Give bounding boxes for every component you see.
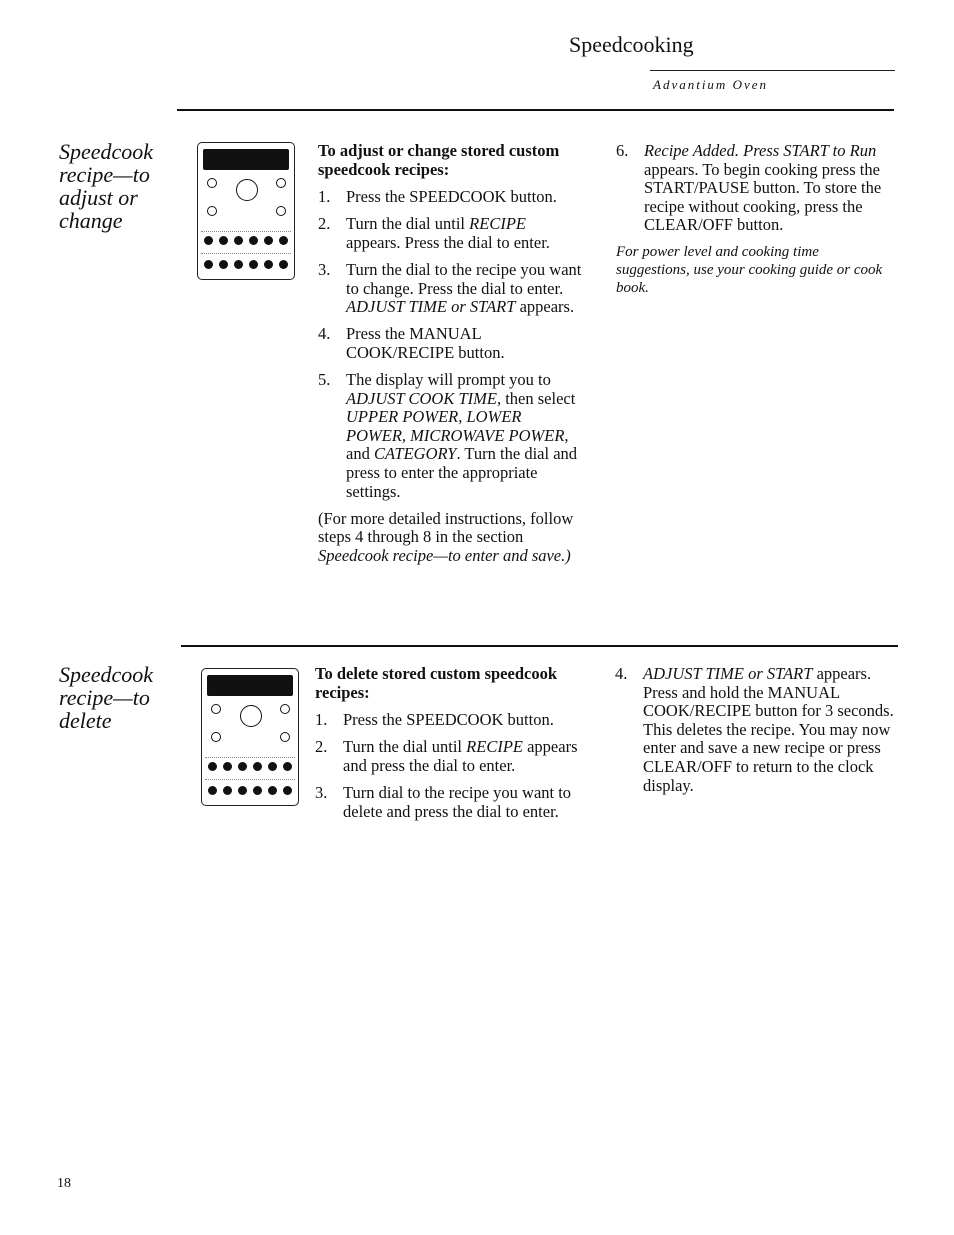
panel-label-line (205, 757, 295, 758)
panel-label-line (201, 231, 291, 232)
control-panel-illustration (201, 668, 299, 806)
adjust-step: 5. The display will prompt you to ADJUST COOK TIME, then select UPPER POWER, LOWER POWER, MICROWAVE POWER, and CATEGORY. Turn the dial and press to enter the appropriate settings. (318, 369, 578, 501)
section-divider-middle (181, 645, 898, 647)
adjust-instructions (318, 142, 584, 565)
panel-small-button (211, 704, 221, 714)
adjust-instructions-continued (616, 142, 896, 297)
control-panel-illustration (197, 142, 295, 280)
section-divider-top (177, 109, 894, 111)
page-header-subtitle: Advantium Oven (653, 77, 769, 92)
adjust-step: 2. Turn the dial until RECIPE appears. Press the dial to enter. (318, 214, 550, 252)
panel-button-row (204, 260, 288, 269)
panel-small-button (280, 704, 290, 714)
panel-label-line (201, 253, 291, 254)
panel-small-button (276, 206, 286, 216)
delete-step: 2. Turn the dial until RECIPE appears and press the dial to enter. (315, 737, 578, 775)
delete-step: 1. Press the SPEEDCOOK button. (315, 710, 554, 730)
panel-dial-icon (236, 179, 258, 201)
panel-small-button (211, 732, 221, 742)
panel-small-button (207, 206, 217, 216)
panel-small-button (276, 178, 286, 188)
panel-dial-icon (240, 705, 262, 727)
adjust-reference-note: (For more detailed instructions, follow steps 4 through 8 in the section Speedcook recipe—to enter and save.) (318, 508, 574, 565)
adjust-step: 6. Recipe Added. Press START to Run appears. To begin cooking press the START/PAUSE button. To store the recipe without cooking, press the CLEAR/OFF button. (616, 141, 882, 235)
page-header-title: Speedcooking (569, 32, 694, 57)
panel-small-button (207, 178, 217, 188)
panel-display (207, 675, 293, 696)
panel-button-row (208, 762, 292, 771)
page-number: 18 (57, 1176, 71, 1191)
panel-display (203, 149, 289, 170)
panel-button-row (208, 786, 292, 795)
delete-instructions (315, 665, 587, 830)
section-title-delete: Speedcook recipe—to delete (59, 662, 154, 733)
delete-step: 3. Turn dial to the recipe you want to delete and press the dial to enter. (315, 782, 572, 821)
section-title-adjust: Speedcook recipe—to adjust or change (59, 139, 154, 233)
header-divider (650, 70, 895, 71)
panel-button-row (204, 236, 288, 245)
delete-intro: To delete stored custom speedcook recipes: (315, 664, 557, 702)
delete-instructions-continued (615, 665, 895, 804)
panel-small-button (280, 732, 290, 742)
adjust-intro: To adjust or change stored custom speedcook recipes: (318, 141, 560, 179)
adjust-step: 3. Turn the dial to the recipe you want to change. Press the dial to enter. ADJUST TIME or START appears. (318, 259, 582, 317)
cooking-guide-note: For power level and cooking time suggestions, use your cooking guide or cook book. (616, 244, 883, 297)
adjust-step: 1. Press the SPEEDCOOK button. (318, 187, 557, 207)
panel-label-line (205, 779, 295, 780)
adjust-step: 4. Press the MANUAL COOK/RECIPE button. (318, 324, 505, 362)
delete-step: 4. ADJUST TIME or START appears. Press and hold the MANUAL COOK/RECIPE button for 3 seconds. This deletes the recipe. You may now enter and save a new recipe or press CLEAR/OFF to return to the clock display. (615, 664, 894, 795)
